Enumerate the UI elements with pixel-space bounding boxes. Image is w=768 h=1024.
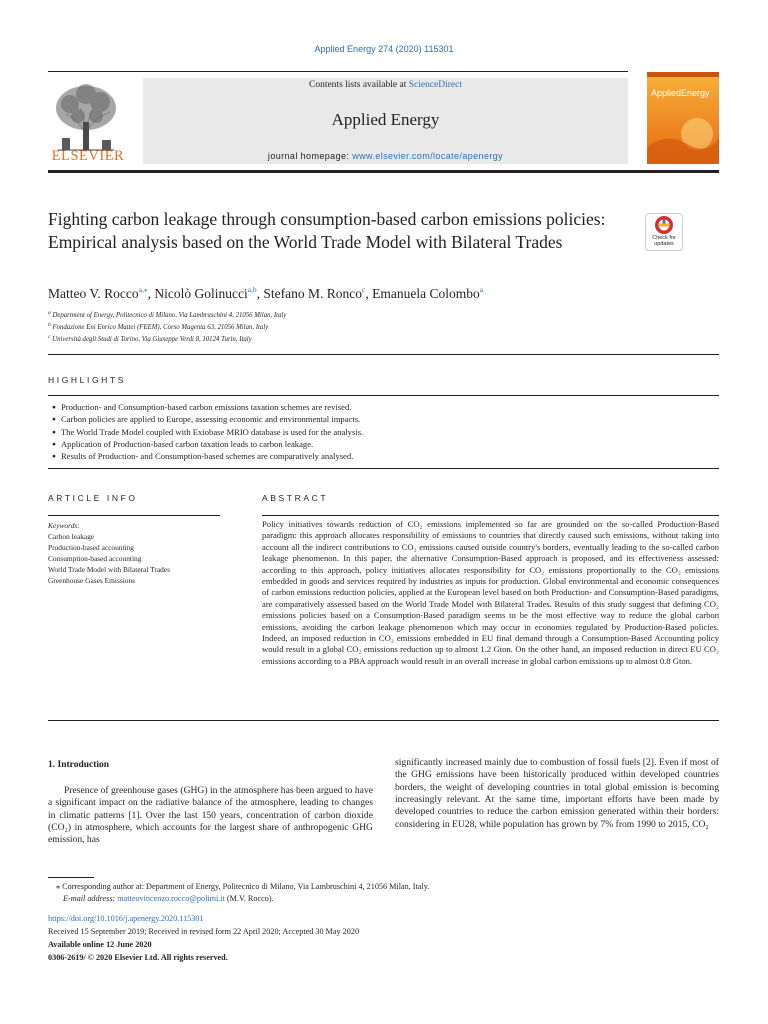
highlight-item: ● Production- and Consumption-based carbon emissions taxation schemes are revised. (52, 401, 712, 413)
section-heading-introduction: 1. Introduction (48, 760, 110, 770)
highlight-item: ● The World Trade Model coupled with Exiobase MRIO database is used for the analysis. (52, 426, 712, 438)
affiliation-text: Fondazione Eni Enrico Mattei (FEEM), Corso Magenta 63, 21056 Milan, Italy (52, 324, 269, 331)
highlights-rule-top (48, 395, 719, 396)
footnote-rule (48, 877, 94, 878)
abstract-rule-bottom (48, 720, 719, 721)
highlight-item: ● Application of Production-based carbon taxation leads to carbon leakage. (52, 438, 712, 450)
affiliation-rule (48, 354, 719, 355)
journal-name: Applied Energy (331, 110, 440, 129)
header-rule (48, 71, 628, 72)
author-affiliation-marker[interactable]: a,⁎ (138, 285, 148, 294)
crossmark-label: Check for updates (652, 235, 676, 247)
email-suffix: (M.V. Rocco). (224, 894, 274, 903)
author-affiliation-marker[interactable]: a,b (247, 285, 257, 294)
header-thick-rule (48, 170, 719, 173)
contents-prefix: Contents lists available at (308, 80, 409, 90)
journal-homepage (143, 151, 628, 161)
crossmark-badge[interactable] (645, 213, 683, 251)
intro-right-column: significantly increased mainly due to combustion of fossil fuels [2]. Even if most of the GHG emissions have been historically produced within developed countries borders, the weight of developing countries in total global emission is becoming increasingly relevant. At the same time, important efforts have been made by developed countries to reduce the carbon emission generated within their borders: considering in EU28, while population has grown by 7% from 1990 to 2015, CO₂ (395, 757, 719, 830)
abstract-rule (262, 515, 719, 516)
contents-line (143, 80, 628, 90)
received-dates: Received 15 September 2019; Received in revised form 22 April 2020; Accepted 30 May 2020 (48, 927, 360, 936)
homepage-link[interactable]: www.elsevier.com/locate/apenergy (352, 151, 504, 161)
doi-link[interactable]: https://doi.org/10.1016/j.apenergy.2020.115301 (48, 914, 204, 923)
keyword: Consumption-based accounting (48, 554, 142, 564)
highlights-rule-bottom (48, 468, 719, 469)
copyright: 0306-2619/ © 2020 Elsevier Ltd. All rights reserved. (48, 953, 228, 962)
affiliation-a (48, 310, 286, 319)
journal-cover[interactable] (647, 72, 719, 164)
author-name[interactable]: Matteo V. Rocco (48, 286, 139, 301)
affiliation-key: a (48, 310, 51, 316)
author-separator: , (365, 286, 373, 301)
keyword: World Trade Model with Bilateral Trades (48, 565, 170, 575)
journal-citation-link[interactable]: Applied Energy 274 (2020) 115301 (314, 44, 454, 54)
available-online: Available online 12 June 2020 (48, 940, 152, 949)
publisher-name: ELSEVIER (51, 148, 125, 164)
author-list (48, 285, 648, 302)
highlights-heading: HIGHLIGHTS (48, 375, 126, 385)
article-title: Fighting carbon leakage through consumption-based carbon emissions policies: Empirical analysis based on the World Trade Model with Bilateral Trades (48, 209, 606, 252)
highlights-list (52, 401, 712, 462)
keywords-block (48, 520, 170, 587)
affiliation-text: Università degli Studi di Torino, Via Giuseppe Verdi 8, 10124 Turin, Italy (52, 336, 252, 343)
corresponding-author-note: ⁎ Corresponding author at: Department of Energy, Politecnico di Milano, Via Lambruschini 4, 21056 Milan, Italy. (56, 882, 430, 891)
article-info-heading: ARTICLE INFO (48, 493, 138, 503)
cover-title: AppliedEnergy (651, 88, 710, 98)
affiliation-key: b (48, 322, 51, 328)
email-label: E-mail address: (63, 894, 118, 903)
elsevier-logo (48, 78, 128, 168)
highlight-item: ● Carbon policies are applied to Europe, assessing economic and environmental impacts. (52, 413, 712, 425)
cover-image-icon (647, 72, 719, 164)
keywords-heading: Keywords: (48, 521, 80, 530)
affiliation-key: c (48, 334, 51, 340)
homepage-prefix: journal homepage: (267, 151, 353, 161)
sciencedirect-link[interactable]: ScienceDirect (408, 80, 462, 90)
author-separator: , (256, 286, 264, 301)
author-affiliation-marker[interactable]: c (362, 285, 366, 294)
email-link[interactable]: matteovincenzo.rocco@polimi.it (117, 894, 225, 903)
highlight-item: ● Results of Production- and Consumption-based schemes are comparatively analysed. (52, 450, 712, 462)
affiliation-c (48, 334, 252, 343)
author-affiliation-marker[interactable]: a (479, 285, 484, 294)
author-separator: , (147, 286, 155, 301)
email-note (63, 894, 274, 903)
author-name[interactable]: Emanuela Colombo (372, 286, 480, 301)
affiliation-text: Department of Energy, Politecnico di Milano, Via Lambruschini 4, 21056 Milan, Italy (52, 312, 287, 319)
affiliation-b (48, 322, 268, 331)
author-name[interactable]: Stefano M. Ronco (263, 286, 363, 301)
article-info-rule (48, 515, 220, 516)
keyword: Greenhouse Gases Emissions (48, 576, 136, 586)
author-name[interactable]: Nicolò Golinucci (154, 286, 248, 301)
abstract-text: Policy initiatives towards reduction of CO₂ emissions implemented so far are grounded on the so-called Production-Based paradigm: this approach allocates responsibility of emissions to countries that directly caused such emissions, without taking into account all the indirect contributions to CO₂ emissions caused outside country's borders, eventually leading to the so-called carbon leakage phenomenon. In this paper, the alternative Consumption-Based approach is proposed, and its effectiveness assessed: according to this approach, policy initiatives allocates responsibility for CO₂ emissions proportionally to the CO₂ emissions embedded in goods and services required by industries as inputs for production. Global environmental and economic consequences of carbon emissions reduction policies, applied at the European level based on both Production- and Consumption-Based paradigms, are comparatively assessed based on the World Trade Model with Bilateral Trades. Results of this study suggest that defining CO₂ emissions policies based on a Consumption-Based paradigm seems to be the most effective way to reduce the global carbon emissions, avoiding the carbon leakage phenomenon which may occur in economies regulated by Production-Based policies. Indeed, an imposed reduction in CO₂ emissions embedded in EU final demand through a Consumption-Based Accounting policy would result in a global CO₂ emissions reduction up to almost 1.2 Gton. On the other hand, an imposed reduction in direct EU CO₂ emissions according to a PBA approach would result in an overall increase in global carbon emissions up to almost 0.8 Gton. (262, 519, 719, 666)
keyword: Production-based accounting (48, 543, 134, 553)
keyword: Carbon leakage (48, 532, 95, 542)
abstract-heading: ABSTRACT (262, 493, 329, 503)
intro-left-column: Presence of greenhouse gases (GHG) in the atmosphere has been argued to have a significant impact on the radiative balance of the atmosphere, leading to changes in climatic patterns [1]. Over the last 150 years, concentration of carbon dioxide (CO₂) in atmosphere, which accounts for the largest share of anthropogenic GHG emission, has (48, 785, 373, 846)
